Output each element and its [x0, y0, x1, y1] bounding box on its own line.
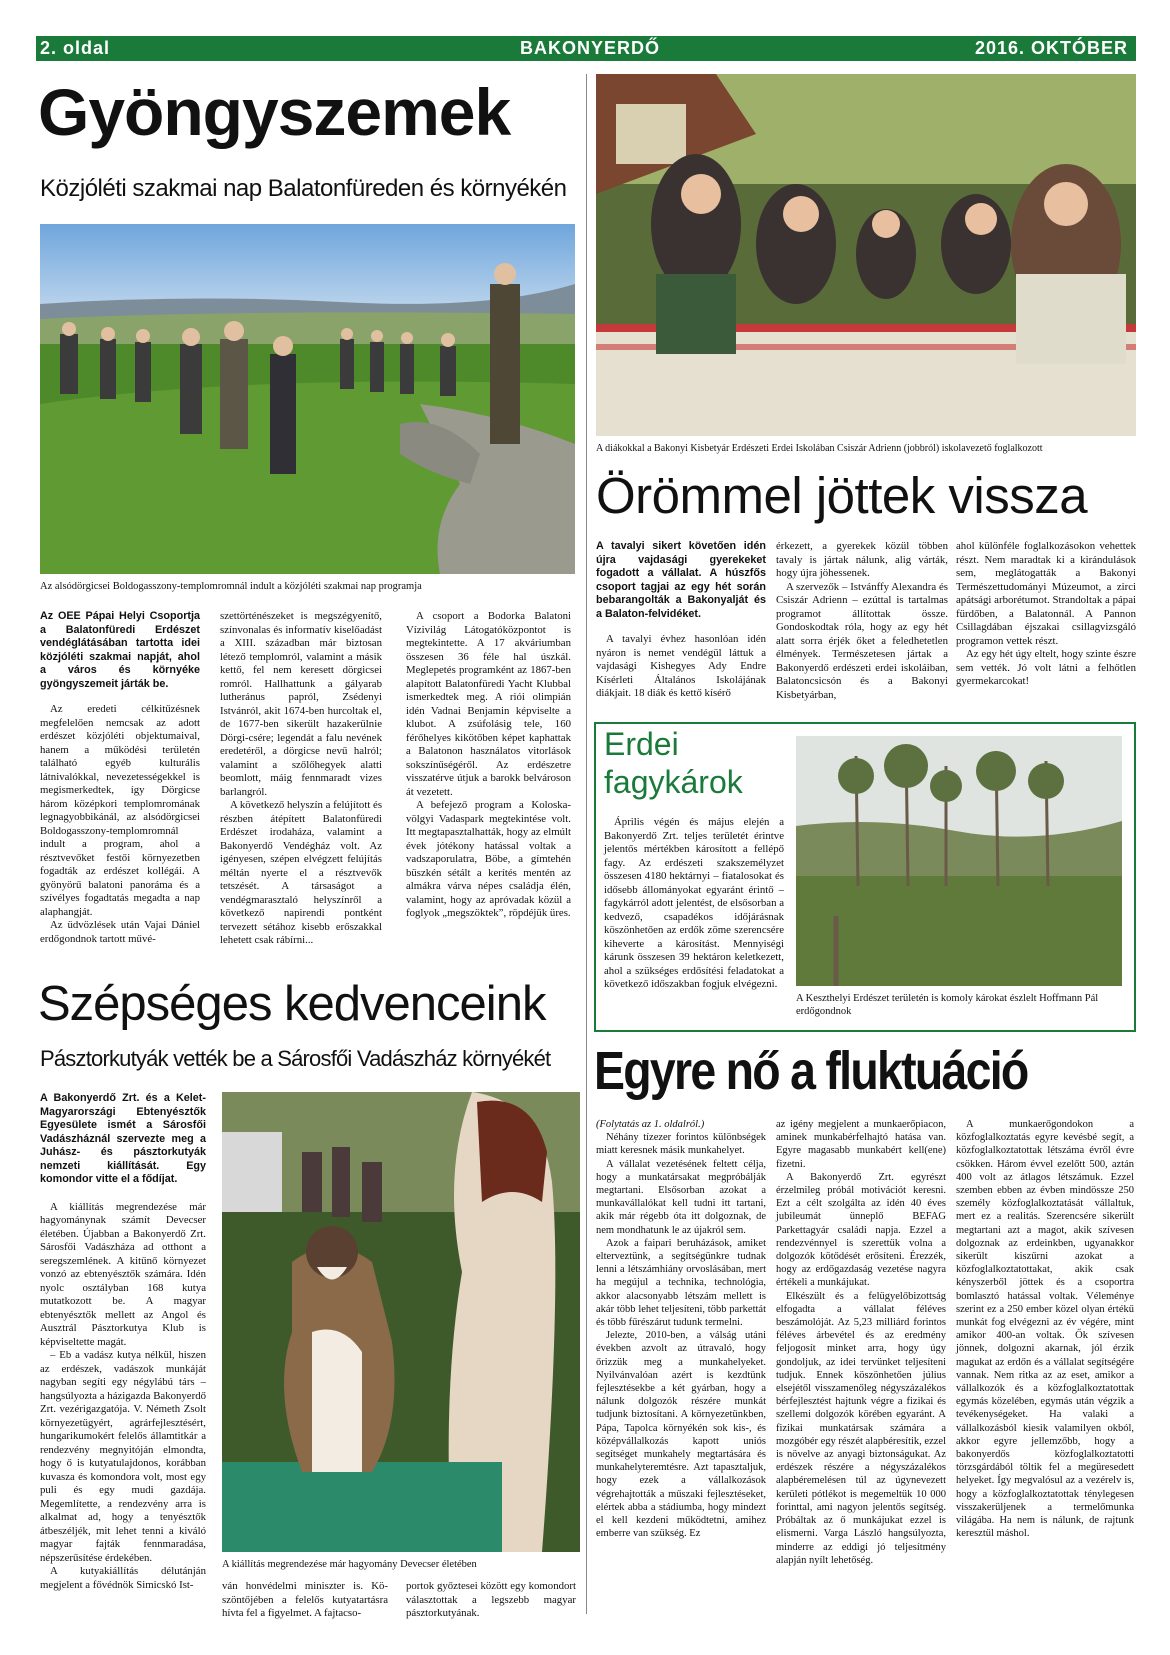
article3-caption: A Keszthelyi Erdészet területén is komoly károkat észlelt Hoffmann Pál erdőgondnok: [796, 993, 1099, 1017]
article2-paragraph: A tavalyi évhez hasonlóan idén nyáron is nemet vendégül láttuk a vajdasági Kishegyes Ady Endre Kísérleti Általános Iskolájának diákjait. 18 diák és kettő kísérő: [596, 633, 766, 699]
article2-column-2: [776, 540, 948, 702]
article4-subtitle: Pásztorkutyák vették be a Sárosfői Vadászház környékét: [40, 1046, 551, 1071]
article5-paragraph: Azok a faipari beruházások, amiket elterveztünk, a segítségünkre tudnak lenni a létszámhiány orvoslásában, mert ha megújul a technika, technológia, akkor alacsonyabb létszám mellett is akár több lehet teljesíteni, több parkettát és több fűrészárut tudunk termelni.: [596, 1237, 766, 1329]
issue-date: 2016. OKTÓBER: [974, 38, 1128, 58]
article1-title: Gyöngyszemek: [38, 75, 511, 149]
article4-column-3: [406, 1580, 576, 1621]
page-number: 2. oldal: [40, 38, 111, 58]
article3-title-line1: Erdei: [604, 726, 679, 762]
article5-column-3: [956, 1118, 1134, 1541]
article4-paragraph: ván honvédelmi miniszter is. Kö-szöntőjében a felelős kutyatartásra hívta fel a figyelmet. A fajtacso-: [222, 1580, 388, 1619]
article4-paragraph: portok győztesei között egy komondort választottak a legszebb magyar pásztorkutyának.: [406, 1580, 576, 1619]
article1-photo: [40, 224, 575, 574]
article2-title: Örömmel jöttek vissza: [596, 467, 1088, 524]
article3-text: [604, 816, 784, 992]
article5-paragraph: Elkészült és a felügyelőbizottság elfogadta a vállalat féléves beszámolóját. Az 5,23 milliárd forintos féléves árbevétel és az eredmény feljogosít minket arra, hogy úgy gondoljuk, az idei tervünket teljesíteni tudjuk. Ennek köszönhetően július elsejétől visszamenőleg négyszázalékos bérfejlesztést hajtunk végre a fizikai és szellemi dolgozók körében egyaránt. A fizikai munkatársak számára a mozgóbér egy részét alapbéresítik, ezzel is növelve az anyagi biztonságukat. Az erdészek részére a négyszázalékos alapbéremelésen túl az úgynevezett kerületi pótlékot is megemeltük 10 000 forinttal, ami nagyon jelentős segítség. Próbáltak az ő munkájukat ezzel is elismerni. Varga László hangsúlyozta, minderre az eddigi jó teljesítmény alapján nyílt lehetőség.: [776, 1290, 946, 1566]
article4-lead: A Bakonyerdő Zrt. és a Kelet-Magyarországi Ebtenyésztők Egyesülete ismét a Sárosfői Vadászháznál szervezte meg a Juhász- és pásztorkutyák nemzeti kiállítását. Egy komondor vitte el a fődíjat.: [40, 1092, 206, 1185]
article3-photo: [796, 736, 1122, 986]
article5-paragraph: A Bakonyerdő Zrt. egyrészt érzelmileg próbál motivációt keresni. Ezt a célt szolgálta az idén 40 éves jubileumát ünneplő BEFAG Parkettagyár családi napja. Ezzel a rendezvénnyel is szerettük volna a dolgozók kötődését erősíteni. Érezzék, hogy az erdőgazdaság vezetése nagyra értékeli a munkájukat.: [776, 1171, 946, 1289]
newspaper-name: BAKONYERDŐ: [520, 38, 661, 58]
article5-title: Egyre nő a fluktuáció: [594, 1041, 1028, 1101]
article1-lead: Az OEE Pápai Helyi Csoportja a Balatonfüredi Erdészet vendéglátásában tartotta idei közjóléti szakmai napját, ahol a város és környéke gyöngyszemeit járták be.: [40, 610, 200, 690]
article3-paragraph: Április végén és május elején a Bakonyerdő Zrt. teljes területét érintve jelentős mértékben károsított a fellépő fagy. Az erdészeti szakszemélyzet összesen 4180 hektárnyi – fiatalosokat és idősebb állományokat egyaránt érintő – fagykárról adott jelentést, de elsősorban a kedvező, csapadékos időjárásnak köszönhetően az erdők zöme szerencsére kiheverte a károsítást. Mennyiségi kárunk összesen 39 hektáron keletkezett, ahol a szükséges erdősítési feladatokat a következő időszakban fogjuk elvégezni.: [604, 816, 784, 990]
article4-caption: A kiállítás megrendezése már hagyomány Devecser életében: [222, 1559, 477, 1570]
page-header: [36, 36, 1136, 61]
article5-continuation: (Folytatás az 1. oldalról.): [596, 1119, 705, 1130]
article1-paragraph: Az üdvözlések után Vajai Dániel erdőgondnok tartott művé-: [40, 919, 200, 945]
article1-column-3: [406, 610, 571, 921]
article2-photo: [596, 74, 1136, 436]
article4-paragraph: – Eb a vadász kutya nélkül, hiszen az erdészek, vadászok munkáját nagyban segíti egy négylábú társ – hangsúlyozta a házigazda Bakonyerdő Zrt. vezérigazgatója. V. Németh Zsolt környezetügyért, agrárfejlesztésért, hungarikumokért felelős államtitkár a rendezvény megnyitóján elmondta, hogy ő is kutyatulajdonos, korábban kuvasza és komondora volt, most egy puli és egy mudi gazdája. Megemlítette, a rendezvény arra is alkalmat ad, hogy a tenyésztők átbeszéljék, mit lehet tenni a kiváló magyar fajták fennmaradása, népszerűsítése érdekében.: [40, 1349, 206, 1564]
article3-box: [594, 722, 1136, 1032]
article4-title: Szépséges kedvenceink: [38, 977, 546, 1031]
article5-paragraph: Néhány tízezer forintos különbségek miatt keresnek másik munkahelyet.: [596, 1132, 766, 1157]
article4-paragraph: A kutyakiállítás délutánján megjelent a fővédnök Simicskó Ist-: [40, 1565, 206, 1591]
article1-column-2: [220, 610, 382, 948]
article4-photo: [222, 1092, 580, 1552]
article4-paragraph: A kiállítás megrendezése már hagyománynak számít Devecser életében. Újabban a Bakonyerdő Zrt. Sárosfői Vadászháza ad otthont a seregszemlének. A kitűnő környezet vonzó az ebtenyésztők számára. Idén nyolc osztályban 168 kutya mutatkozott be. A magyar ebtenyésztők mellett az Angol és Ausztrál Pásztorkutya Klub is képviseltette magát.: [40, 1200, 206, 1348]
article1-column-1: [40, 610, 200, 946]
article4-column-2: [222, 1580, 388, 1621]
article2-paragraph: A szervezők – Istvánffy Alexandra és Csiszár Adrienn – ezúttal is tartalmas programot állítottak össze. Gondoskodtak róla, hogy az egy hét alatt sorra érjék őket a feledhetetlen élmények. Természetesen jártak a Bakonyerdő erdészeti erdei iskoláiban, Balatoncsicsón és a Bakonyi Kisbetyárban,: [776, 580, 948, 701]
article2-paragraph: Az egy hét úgy eltelt, hogy szinte észre sem vették. Jó volt látni a felhőtlen gyermekarcokat!: [956, 648, 1136, 687]
article2-caption: A diákokkal a Bakonyi Kisbetyár Erdészeti Erdei Iskolában Csiszár Adrienn (jobbról) iskolavezető foglalkozott: [596, 443, 1043, 454]
article2-lead: A tavalyi sikert követően idén újra vajdasági gyerekeket fogadott a vállalat. A húszfős csoport tagjai az egy hét során bebarangolták a Bakonyalját és a Balaton-felvidéket.: [596, 540, 766, 620]
article4-column-1: [40, 1092, 206, 1592]
article3-title-line2: fagykárok: [604, 764, 743, 800]
article1-paragraph: A csoport a Bodorka Balatoni Vízivilág Látogatóközpontot is megtekintette. A 17 akváriumban összesen 36 féle hal úszkál. Meglepetés programként az 1867-ben alapított Balatonfüredi Yacht Klubbal ismerkedtek meg. A riói olimpián idén Vadnai Benjamin képviselte a klubot. A zsúfolásig tele, 160 férőhelyes kikötőben képet kaphattak a Balatonon használatos vitorlások sokszínűségéről. Az erdészetre visszatérve útjuk a barokk belvároson át vezetett.: [406, 610, 571, 798]
article2-paragraph: érkezett, a gyerekek közül többen tavaly is jártak nálunk, alig várták, hogy újra jöhessenek.: [776, 540, 948, 579]
article2-column-3: [956, 540, 1136, 689]
article2-column-1: [596, 540, 766, 701]
article5-paragraph: A vállalat vezetésének feltett célja, hogy a munkatársakat megpróbálják megtartani. Elsősorban azokat a munkavállalókat kell tudni itt tartani, akik már régebb óta itt dolgoznak, de nem mondhatunk le az újakról sem.: [596, 1158, 766, 1236]
article1-paragraph: szettörténészeket is megszégyenítő, színvonalas és informatív kiselőadást a XIII. században már biztosan létező templomról, valamint a másik kettő, fel nem keresett dörgicsei romról. Hallhattunk a gályarab lutheránus papról, Zsédenyi Istvánról, akit 1674-ben hurcoltak el, de 1677-ben sikerült hazakerülnie Dörgi-csére; legendát a falu nevének eredetéről, a dörgicse nevű halról; valamint a szőlőhegyek alatti beomlott, máig fennmaradt vizes barlangról.: [220, 610, 382, 798]
article5-column-1: [596, 1118, 766, 1541]
article5-paragraph: Jelezte, 2010-ben, a válság utáni években azvolt az útravaló, hogy őrizzük meg a munkahelyeket. Nyilvánvalóan azért is kezdtünk fejlesztésekbe a két gyárban, hogy a nálunk dolgozók részére munkát tudjunk biztosítani. A környezetünkben, Pápa, Tapolca környékén sok kis-, és középvállalkozás kapott uniós segítséget munkahely megtartására és munkahelyteremtésre. Azt tapasztaljuk, hogy ezek a vállalkozások végrehajtották a műszaki fejlesztéseket, elértek abba a stádiumba, hogy mindezt el kell kezdeni működtetni, amihez emberre van szükség. Ez: [596, 1330, 766, 1540]
article1-subtitle: Közjóléti szakmai nap Balatonfüreden és környékén: [40, 175, 567, 202]
article5-column-2: [776, 1118, 946, 1567]
article1-paragraph: Az eredeti célkitűzésnek megfelelően nemcsak az adott erdészet közjóléti objektumaival, hanem a működési területén található egyéb kulturális látnivalókkal, nevezetességekkel is megismerkedtek, így Dörgicse három középkori templomromának legnagyobbikánál, az alsódörgicsei Boldogasszony-templomromnál indult a program, ahol a résztvevőket festői környezetben fogadták az erdészet kollégái. A gyönyörű balatoni panoráma és a szívélyes fogadtatás megadta a nap alaphangját.: [40, 703, 200, 918]
article5-paragraph: A munkaerőgondokon a közfoglalkoztatás egyre kevésbé segít, a közfoglalkoztatottak létszáma évről évre csökken. Három évvel ezelőtt 500, aztán 400 volt az átlagos létszámuk. Ezzel szemben ebben az évben mindössze 250 személy közfoglalkoztatását vállaltuk, mert ez a realitás. Szerencsére sikerült megtartani azt a magot, akik szívesen dolgoznak az erdeinkben, ugyanakkor sikerült kiszűrni azokat a közfoglalkoztatottakat, akik csak kényszerből jöttek és a csoportra bomlasztó hatással voltak. Véleménye szerint ez a 250 ember közel olyan értékű munkát fog elvégezni az év végére, mint amikor 400-an voltak. Ők szívesen jönnek, dolgozni akarnak, jól érzik magukat az erdőn és a vállalat segítségére vannak. Nem ritka az az eset, amikor a vállalkozók és a közfoglalkoztatottak egymás közelében, egymás után végzik a tevékenységeket. Ha valaki a vállalkozásból kiesik valamilyen okból, akkor egyre jellemzőbb, hogy a bakonyerdős közfoglalkoztatotti törzsgárdából töltik fel a megüresedett helyeket. Így megvalósul az a vezérelv is, hogy a közfoglalkoztatottak ténylegesen visszakerüljenek a termelőmunka világába. Ha nem is nálunk, de rajtunk keresztül máshol.: [956, 1119, 1134, 1540]
article1-paragraph: A befejező program a Koloska-völgyi Vadaspark megtekintése volt. Itt megtapasztalhatták, hogy az elmúlt évek jótékony hatással voltak a vadszaporulatra, Böbe, a gímtehén büszkén sétált a kerítés mentén az almákra várva népes családja élén, valamint, hogy az apróvadak közül a foglyok „megszöktek”, röpdéjük üres.: [406, 799, 571, 919]
article1-paragraph: A következő helyszín a felújított és részben átépített Balatonfüredi Erdészet irodaháza, valamint a Bakonyerdő Vendégház volt. Az igényesen, szépen elvégzett felújítás méltán nyerte el a résztvevők tetszését. A társaságot a vendégmarasztaló helyszínről a következő napirendi pontként tervezett sétához kisebb erőszakkal lehetett csak rábírni...: [220, 799, 383, 946]
column-divider: [586, 74, 587, 1614]
article1-caption: Az alsódörgicsei Boldogasszony-templomromnál indult a közjóléti szakmai nap programja: [40, 581, 422, 592]
article5-paragraph: az igény megjelent a munkaerőpiacon, aminek munkabérfelhajtó hatása van. Egyre magasabb munkabért kell(ene) fizetni.: [776, 1119, 946, 1170]
article2-paragraph: ahol különféle foglalkozásokon vehettek részt. Nem maradtak ki a kirándulások sem, meglátogatták a Bakonyi Természettudományi Múzeumot, a zirci apátsági arborétumot. Strandoltak a pápai fürdőben, a Balatonnál. A Pannon Csillagdában éjszakai csillagvizsgáló programon vettek részt.: [956, 540, 1136, 647]
